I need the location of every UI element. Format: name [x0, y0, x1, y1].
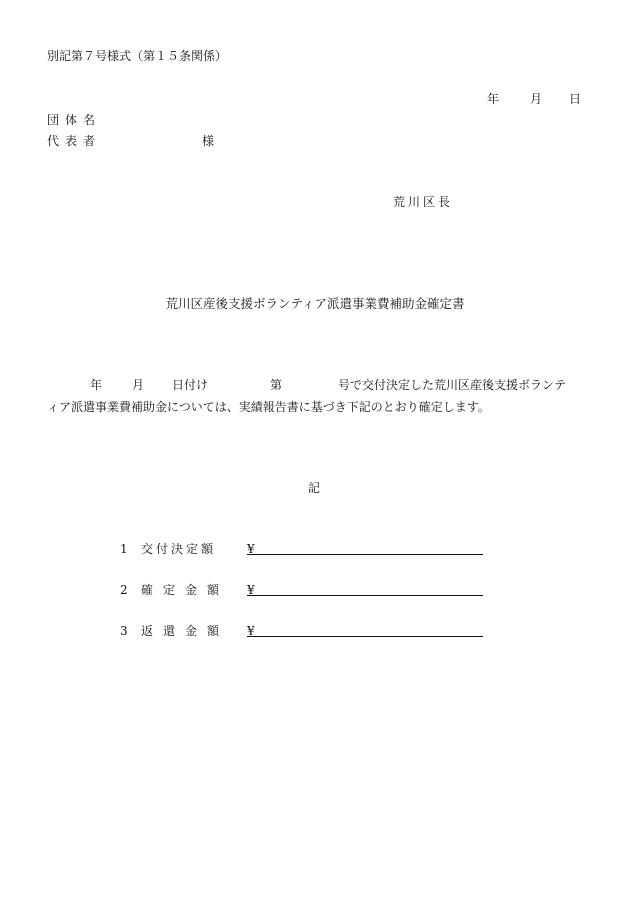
issuer-title: 荒川区長 [393, 195, 454, 209]
item-2-amount-line [247, 595, 483, 596]
body-year: 年 [90, 378, 103, 392]
item-1-number: 1 [120, 542, 128, 556]
organization-name-label: 団体名 [47, 113, 102, 127]
body-line-2: ィア派遣事業費補助金については、実績報告書に基づき下記のとおり確定します。 [47, 400, 490, 414]
item-1-label: 交付決定額 [141, 542, 217, 556]
date-month-label: 月 [530, 92, 543, 106]
item-1-currency: ¥ [247, 542, 255, 556]
date-year-label: 年 [487, 92, 500, 106]
item-1-amount-line [247, 554, 483, 555]
item-3-label: 返還金額 [141, 624, 230, 638]
body-rest: 号で交付決定した荒川区産後支援ボランテ [338, 378, 567, 392]
document-title: 荒川区産後支援ボランティア派遣事業費補助金確定書 [165, 296, 465, 311]
item-3-number: 3 [120, 624, 128, 638]
body-number-prefix: 第 [270, 378, 283, 392]
item-3-currency: ¥ [247, 624, 255, 638]
item-3-amount-line [247, 636, 483, 637]
date-day-label: 日 [569, 92, 582, 106]
item-2-number: 2 [120, 583, 128, 597]
body-month: 月 [132, 378, 145, 392]
item-2-label: 確定金額 [141, 583, 230, 597]
body-day-suffix: 日付け [172, 378, 209, 392]
form-number: 別記第７号様式（第１５条関係） [47, 49, 228, 63]
representative-label: 代表者 [47, 134, 102, 148]
note-heading: 記 [307, 481, 320, 495]
honorific-sama: 様 [202, 134, 215, 148]
item-2-currency: ¥ [247, 583, 255, 597]
